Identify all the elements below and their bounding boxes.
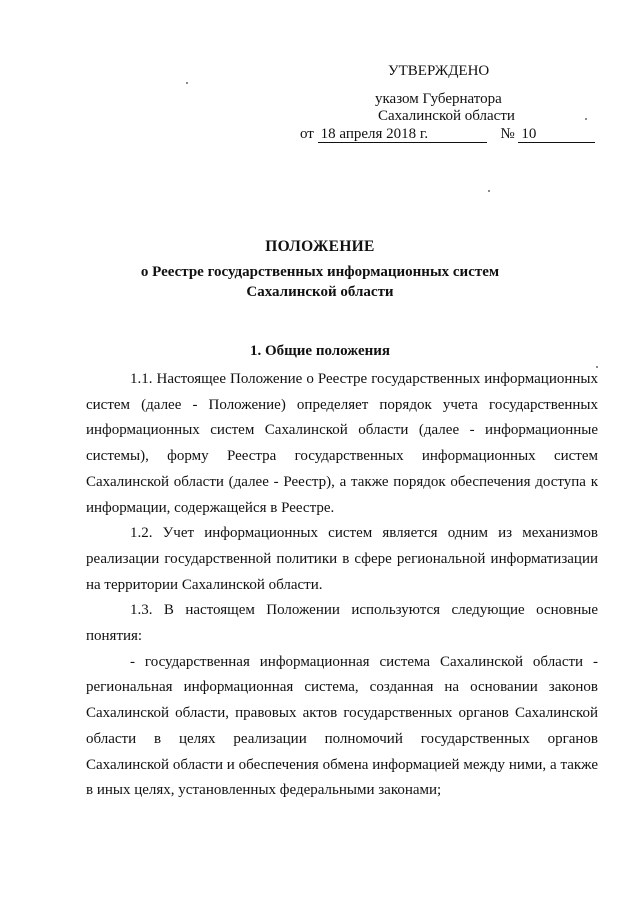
paragraph-1-2: 1.2. Учет информационных систем является одним из механизмов реализации государственной политики в сфере региональной информатизации на территории Сахалинской области. <box>86 525 598 593</box>
definition-item: - государственная информационная система Сахалинской области - региональная информационная система, созданная на основании законов Сахалинской области, правовых актов государственных органов Сахалинской области в целях реализации полномочий государственных органов Сахалинской области и обеспечения обмена информацией между ними, а также в иных целях, установленных федеральными законами; <box>86 653 598 799</box>
document-subtitle-line2: Сахалинской области <box>246 284 394 300</box>
document-title: ПОЛОЖЕНИЕ <box>265 238 375 255</box>
number-prefix: № <box>500 126 515 142</box>
approved-label: УТВЕРЖДЕНО <box>388 63 490 79</box>
decree-number: 10 <box>518 126 595 143</box>
region-label: Сахалинской области <box>378 108 515 124</box>
section-body <box>86 367 598 804</box>
date-prefix: от <box>300 126 314 142</box>
section-title: 1. Общие положения <box>249 343 391 359</box>
document-subtitle-line1: о Реестре государственных информационных систем <box>140 264 500 280</box>
decree-label: указом Губернатора <box>375 91 502 107</box>
paragraph-1-3: 1.3. В настоящем Положении используются следующие основные понятия: <box>86 602 598 645</box>
decree-date: 18 апреля 2018 г. <box>318 126 487 143</box>
decree-dateline <box>300 125 595 144</box>
paragraph-1-1: 1.1. Настоящее Положение о Реестре государственных информационных систем (далее - Положение) определяет порядок учета государственных информационных систем Сахалинской области (далее - информационные системы), форму Реестра государственных информационных систем Сахалинской области (далее - Реестр), а также порядок обеспечения доступа к информации, содержащейся в Реестре. <box>86 371 598 516</box>
